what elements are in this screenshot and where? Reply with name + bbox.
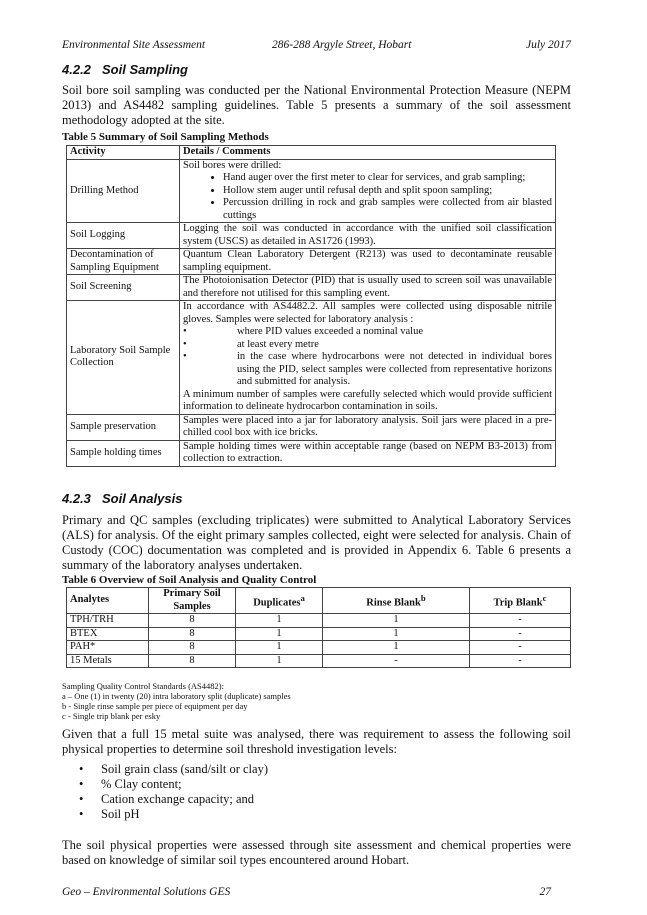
table-cell: -: [470, 614, 571, 628]
table-cell: BTEX: [67, 627, 149, 641]
table-cell: 1: [323, 641, 470, 655]
table-cell: 1: [323, 614, 470, 628]
paragraph-soil-analysis: Primary and QC samples (excluding triplicates) were submitted to Analytical Laboratory Services (ALS) for analysis. Of the eight primary samples collected, eight were selected for analysis. Chain of Custody (COC) documentation was completed and is provided in Appendix 6. Table 6 presents a summary of the laboratory analyses undertaken.: [62, 513, 571, 572]
details-cell: [180, 301, 556, 415]
details-cell: Logging the soil was conducted in accordance with the unified soil classification system (USCS) as detailed in AS1726 (1993).: [180, 223, 556, 249]
header-text: Trip Blank: [493, 597, 543, 608]
table-cell: 8: [149, 654, 236, 668]
list-item: • Cation exchange capacity; and: [79, 792, 268, 807]
table-row: [67, 223, 556, 249]
section-heading-soil-sampling: [62, 62, 188, 77]
page-number: 27: [539, 886, 551, 898]
list-item: [183, 351, 552, 389]
table-row: [67, 641, 571, 655]
table-cell: -: [323, 654, 470, 668]
table-cell: TPH/TRH: [67, 614, 149, 628]
table-cell: PAH*: [67, 641, 149, 655]
header-text: Primary Soil Samples: [163, 588, 221, 612]
activity-cell: Sample holding times: [67, 440, 180, 466]
details-cell: Samples were placed into a jar for laboratory analysis. Soil jars were placed in a pre-chilled cool box with ice bricks.: [180, 414, 556, 440]
table-row: [67, 654, 571, 668]
details-cell: The Photoionisation Detector (PID) that is usually used to screen soil was unavailable and therefore not utilised for this sampling event.: [180, 275, 556, 301]
section-number: 4.2.2: [62, 62, 91, 77]
table6-caption: Table 6 Overview of Soil Analysis and Quality Control: [62, 574, 317, 586]
table-cell: 1: [236, 641, 323, 655]
list-item: [183, 338, 552, 352]
table5-caption: Table 5 Summary of Soil Sampling Methods: [62, 131, 269, 143]
table-row: [67, 275, 556, 301]
activity-cell: Decontamination of Sampling Equipment: [67, 249, 180, 275]
note-line: c - Single trip blank per esky: [62, 711, 161, 721]
details-intro: Soil bores were drilled:: [183, 159, 282, 171]
bullet-mark: •: [183, 338, 187, 350]
table-cell: -: [470, 627, 571, 641]
col-details: Details / Comments: [180, 146, 556, 160]
page-header: [62, 39, 571, 53]
table6: [66, 587, 571, 668]
header-right: July 2017: [525, 39, 571, 51]
list-item: • % Clay content;: [79, 777, 268, 792]
table-row: [67, 440, 556, 466]
paragraph-physical-properties: Given that a full 15 metal suite was analysed, there was requirement to assess the following soil physical properties to determine soil threshold investigation levels:: [62, 727, 571, 756]
note-line: a – One (1) in twenty (20) intra laboratory split (duplicate) samples: [62, 691, 291, 701]
list-item: • Percussion drilling in rock and grab samples were collected from air blasted cuttings: [223, 197, 552, 222]
list-item-text: at least every metre: [237, 338, 319, 350]
table-row: [67, 159, 556, 223]
table-cell: 8: [149, 641, 236, 655]
table-cell: 15 Metals: [67, 654, 149, 668]
table-row: [67, 414, 556, 440]
table-cell: 1: [236, 614, 323, 628]
paragraph-soil-sampling: Soil bore soil sampling was conducted per the National Environmental Protection Measure (NEPM 2013) and AS4482 sampling guidelines. Table 5 presents a summary of the soil assessment methodology adopted at the site.: [62, 83, 571, 127]
header-center: 286-288 Argyle Street, Hobart: [272, 39, 412, 51]
table5: [66, 145, 556, 467]
physical-properties-list: [79, 762, 268, 822]
list-item-text: in the case where hydrocarbons were not detected in individual bores using the PID, select samples were collected from representative horizons and submitted for analysis.: [237, 351, 552, 387]
header-text: Analytes: [70, 594, 110, 606]
activity-cell: Soil Screening: [67, 275, 180, 301]
note-line: Sampling Quality Control Standards (AS4482):: [62, 681, 224, 691]
col-trip-blank: [470, 588, 571, 614]
activity-cell: Drilling Method: [67, 159, 180, 223]
list-item: • Soil pH: [79, 807, 268, 822]
header-text: Rinse Blank: [366, 597, 421, 608]
details-cell: Sample holding times were within acceptable range (based on NEPM B3-2013) from collection to extraction.: [180, 440, 556, 466]
table-header-row: [67, 146, 556, 160]
note-line: b - Single rinse sample per piece of equipment per day: [62, 701, 248, 711]
table-cell: 8: [149, 627, 236, 641]
footnote-marker: c: [542, 592, 547, 603]
table-cell: -: [470, 641, 571, 655]
table-cell: 1: [323, 627, 470, 641]
list-item: • Hand auger over the first meter to clear for services, and grab sampling;: [223, 172, 552, 185]
header-left: Environmental Site Assessment: [62, 39, 206, 51]
activity-cell: Soil Logging: [67, 223, 180, 249]
paragraph-conclusion: The soil physical properties were assessed through site assessment and chemical properties were based on knowledge of similar soil types encountered around Hobart.: [62, 838, 571, 867]
table-row: [67, 627, 571, 641]
details-cell: Quantum Clean Laboratory Detergent (R213) was used to decontaminate reusable sampling equipment.: [180, 249, 556, 275]
col-analytes: [67, 588, 149, 614]
table-row: [67, 249, 556, 275]
list-item-text: where PID values exceeded a nominal value: [237, 326, 424, 337]
section-heading-soil-analysis: [62, 491, 182, 506]
table-cell: 1: [236, 627, 323, 641]
table-row: [67, 301, 556, 415]
table-cell: 1: [236, 654, 323, 668]
list-item: [183, 326, 552, 339]
section-number: 4.2.3: [62, 491, 91, 506]
activity-cell: Laboratory Soil Sample Collection: [67, 301, 180, 415]
activity-cell: Sample preservation: [67, 414, 180, 440]
bullet-mark: •: [183, 351, 187, 362]
table-header-row: [67, 588, 571, 614]
table-row: [67, 614, 571, 628]
footer-left: Geo – Environmental Solutions GES: [62, 886, 231, 898]
details-outro: A minimum number of samples were carefully selected which would provide sufficient information to delineate hydrocarbon contamination in soils.: [183, 388, 552, 412]
col-duplicates: [236, 588, 323, 614]
table6-notes: [62, 681, 291, 721]
details-intro: In accordance with AS4482.2. All samples were collected using disposable nitrile gloves. Samples were selected for laboratory analysis :: [183, 301, 552, 325]
list-item: • Hollow stem auger until refusal depth and split spoon sampling;: [223, 185, 552, 198]
col-rinse-blank: [323, 588, 470, 614]
section-title: Soil Sampling: [102, 62, 188, 77]
bullet-mark: •: [183, 326, 187, 337]
footnote-marker: b: [420, 592, 426, 603]
details-bullets: [183, 326, 552, 389]
col-activity: Activity: [67, 146, 180, 160]
footnote-marker: a: [300, 592, 305, 603]
table-cell: -: [470, 654, 571, 668]
col-primary-soil-samples: [149, 588, 236, 614]
list-item: • Soil grain class (sand/silt or clay): [79, 762, 268, 777]
details-bullets: [183, 172, 552, 222]
header-text: Duplicates: [253, 597, 301, 608]
table-cell: 8: [149, 614, 236, 628]
section-title: Soil Analysis: [102, 491, 183, 506]
details-cell: [180, 159, 556, 223]
